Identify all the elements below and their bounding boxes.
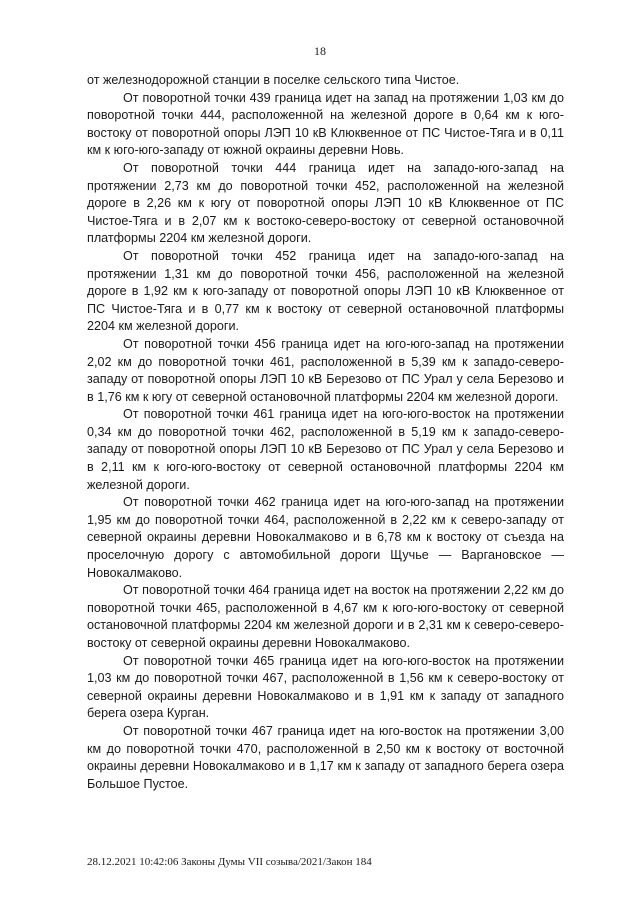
paragraph-point-465: От поворотной точки 465 граница идет на юго-юго-восток на протяжении 1,03 км до поворотной точки 467, расположенной в 1,56 км к северо-востоку от северной окраины деревни Новокалмаково и в 1,91 км к западу от западного берега озера Курган. [87, 653, 564, 721]
document-footer: 28.12.2021 10:42:06 Законы Думы VII созыва/2021/Закон 184 [87, 856, 372, 868]
document-body [87, 72, 564, 793]
paragraph-point-439: От поворотной точки 439 граница идет на запад на протяжении 1,03 км до поворотной точки 444, расположенной на железной дороге в 0,64 км к юго-востоку от поворотной опоры ЛЭП 10 кВ Клюквенное от ПС Чистое-Тяга и в 0,11 км к юго-юго-западу от южной окраины деревни Новь. [87, 90, 564, 158]
paragraph-point-461: От поворотной точки 461 граница идет на юго-юго-восток на протяжении 0,34 км до поворотной точки 462, расположенной в 5,19 км к западо-северо-западу от поворотной опоры ЛЭП 10 кВ Березово от ПС Урал у села Березово и в 2,11 км к юго-юго-востоку от северной остановочной платформы 2204 км железной дороги. [87, 407, 564, 492]
paragraph-point-444: От поворотной точки 444 граница идет на западо-юго-запад на протяжении 2,73 км до поворотной точки 452, расположенной на железной дороге в 2,26 км к югу от поворотной опоры ЛЭП 10 кВ Клюквенное от ПС Чистое-Тяга и в 2,07 км к востоко-северо-востоку от северной остановочной платформы 2204 км железной дороги. [87, 160, 564, 246]
paragraph-point-462: От поворотной точки 462 граница идет на юго-юго-запад на протяжении 1,95 км до поворотной точки 464, расположенной в 2,22 км к северо-западу от северной окраины деревни Новокалмаково и в 6,78 км к востоку от съезда на проселочную дорогу с автомобильной дороги Щучье — Варгановское — Новокалмаково. [87, 495, 564, 580]
paragraph-point-456: От поворотной точки 456 граница идет на юго-юго-запад на протяжении 2,02 км до поворотной точки 461, расположенной в 5,39 км к западо-северо-западу от поворотной опоры ЛЭП 10 кВ Березово от ПС Урал у села Березово и в 1,76 км к югу от северной остановочной платформы 2204 км железной дороги. [87, 336, 564, 404]
page-number: 18 [314, 44, 326, 58]
paragraph-point-464: От поворотной точки 464 граница идет на восток на протяжении 2,22 км до поворотной точки 465, расположенной в 4,67 км к юго-юго-востоку от северной остановочной платформы 2204 км железной дороги и в 2,31 км к северо-северо-востоку от северной окраины деревни Новокалмаково. [87, 583, 564, 650]
paragraph-point-452: От поворотной точки 452 граница идет на западо-юго-запад на протяжении 1,31 км до поворотной точки 456, расположенной на железной дороге в 1,92 км к юго-западу от поворотной опоры ЛЭП 10 кВ Клюквенное от ПС Чистое-Тяга и в 0,77 км к востоку от северной остановочной платформы 2204 км железной дороги. [87, 248, 564, 334]
paragraph-point-467: От поворотной точки 467 граница идет на юго-восток на протяжении 3,00 км до поворотной точки 470, расположенной в 2,50 км к востоку от восточной окраины деревни Новокалмаково и в 1,17 км к западу от западного берега озера Большое Пустое. [87, 723, 564, 791]
paragraph-continuation: от железнодорожной станции в поселке сельского типа Чистое. [87, 73, 460, 87]
